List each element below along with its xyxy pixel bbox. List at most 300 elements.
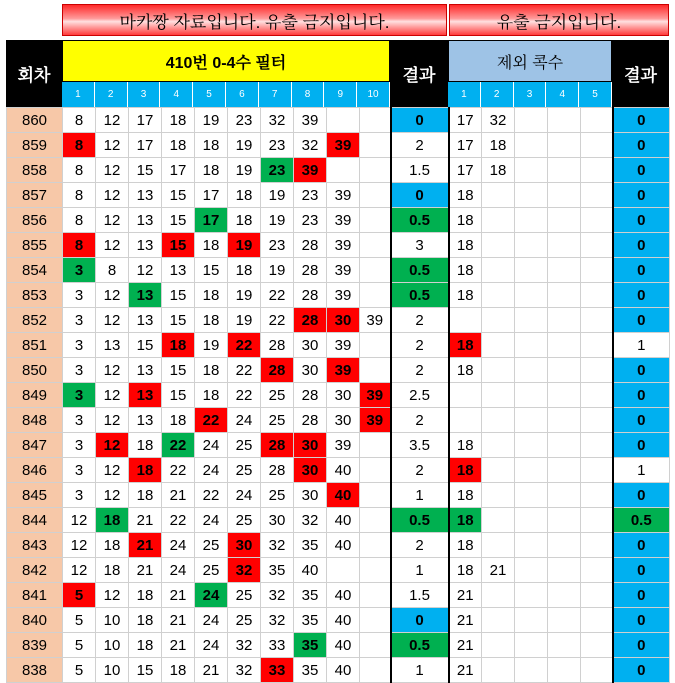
filter-number-cell: 13 xyxy=(129,208,162,233)
exclude-number-cell: 18 xyxy=(449,483,482,508)
exclude-number-cell xyxy=(449,408,482,433)
filter-number-cell: 28 xyxy=(294,258,327,283)
filter-number-cell: 28 xyxy=(294,283,327,308)
filter-number-cell: 22 xyxy=(261,283,294,308)
exclude-number-cell xyxy=(482,383,515,408)
draw-number-cell: 855 xyxy=(7,233,63,258)
exclude-number-cell xyxy=(548,258,581,283)
exclude-number-cell: 17 xyxy=(449,108,482,133)
filter-number-cell: 24 xyxy=(195,583,228,608)
filter-number-cell: 19 xyxy=(228,233,261,258)
exclude-number-cell xyxy=(548,583,581,608)
filter-number-cell: 28 xyxy=(294,308,327,333)
filter-number-cell: 17 xyxy=(162,158,195,183)
header-result-2: 결과 xyxy=(612,40,669,107)
draw-number-cell: 856 xyxy=(7,208,63,233)
exclude-number-cell xyxy=(548,383,581,408)
filter-number-cell: 12 xyxy=(63,533,96,558)
exclude-number-cell xyxy=(515,408,548,433)
exclude-number-cell: 32 xyxy=(482,108,515,133)
filter-number-cell: 22 xyxy=(228,333,261,358)
filter-number-cell: 15 xyxy=(129,333,162,358)
result-2-cell: 0 xyxy=(613,283,670,308)
filter-number-cell: 32 xyxy=(228,658,261,683)
filter-number-cell: 19 xyxy=(228,133,261,158)
table-row xyxy=(7,183,670,208)
draw-number-cell: 843 xyxy=(7,533,63,558)
exclude-number-cell xyxy=(581,258,613,283)
filter-number-cell: 25 xyxy=(261,408,294,433)
exclude-number-cell xyxy=(482,358,515,383)
result-2-cell: 0 xyxy=(613,658,670,683)
filter-number-cell: 25 xyxy=(261,483,294,508)
draw-number-cell: 844 xyxy=(7,508,63,533)
exclude-number-cell xyxy=(515,258,548,283)
exclude-number-cell xyxy=(581,183,613,208)
banner-left: 마카짱 자료입니다. 유출 금지입니다. xyxy=(62,4,447,36)
filter-number-cell: 12 xyxy=(96,408,129,433)
filter-number-cell: 28 xyxy=(261,358,294,383)
exclude-number-cell xyxy=(482,208,515,233)
filter-number-cell: 18 xyxy=(96,533,129,558)
filter-number-cell: 19 xyxy=(261,208,294,233)
filter-number-cell: 8 xyxy=(63,233,96,258)
filter-number-cell: 12 xyxy=(96,283,129,308)
exclude-number-cell xyxy=(482,408,515,433)
result-cell: 2 xyxy=(391,333,449,358)
filter-number-cell: 24 xyxy=(195,458,228,483)
exclude-number-cell xyxy=(548,158,581,183)
result-2-cell: 0 xyxy=(613,608,670,633)
draw-number-cell: 845 xyxy=(7,483,63,508)
filter-number-cell xyxy=(360,558,391,583)
result-cell: 1.5 xyxy=(391,583,449,608)
exclude-number-cell xyxy=(515,208,548,233)
filter-number-cell: 10 xyxy=(96,658,129,683)
filter-number-cell: 10 xyxy=(96,633,129,658)
exclude-number-cell xyxy=(548,458,581,483)
result-cell: 0.5 xyxy=(391,508,449,533)
filter-number-cell: 3 xyxy=(63,433,96,458)
exclude-number-cell xyxy=(482,483,515,508)
filter-number-cell: 30 xyxy=(294,433,327,458)
filter-number-cell: 13 xyxy=(129,183,162,208)
result-2-cell: 0 xyxy=(613,633,670,658)
header-filter: 410번 0-4수 필터 xyxy=(62,40,390,82)
filter-number-cell: 23 xyxy=(261,158,294,183)
table-row xyxy=(7,483,670,508)
filter-number-cell: 39 xyxy=(327,333,360,358)
filter-number-cell: 18 xyxy=(162,333,195,358)
filter-number-cell xyxy=(360,208,391,233)
result-2-cell: 0 xyxy=(613,558,670,583)
table-row xyxy=(7,658,670,683)
filter-number-cell: 21 xyxy=(162,583,195,608)
filter-number-cell: 40 xyxy=(327,508,360,533)
exclude-col-number-5: 5 xyxy=(579,82,612,107)
exclude-number-cell xyxy=(548,358,581,383)
filter-number-cell: 28 xyxy=(261,333,294,358)
filter-number-cell: 32 xyxy=(294,133,327,158)
filter-number-cell: 22 xyxy=(195,483,228,508)
filter-number-cell: 18 xyxy=(162,408,195,433)
filter-number-cell: 39 xyxy=(327,283,360,308)
exclude-number-cell xyxy=(581,433,613,458)
exclude-number-cell: 18 xyxy=(449,508,482,533)
filter-number-cell: 39 xyxy=(294,158,327,183)
filter-number-cell xyxy=(360,633,391,658)
filter-number-cell xyxy=(360,133,391,158)
exclude-number-cell xyxy=(515,533,548,558)
exclude-number-cell xyxy=(581,383,613,408)
exclude-number-cell xyxy=(449,383,482,408)
exclude-number-cell xyxy=(515,283,548,308)
filter-col-number-2: 2 xyxy=(95,82,128,107)
filter-number-cell: 8 xyxy=(63,208,96,233)
filter-number-cell: 30 xyxy=(327,308,360,333)
filter-number-cell: 24 xyxy=(195,608,228,633)
filter-number-cell xyxy=(360,258,391,283)
filter-number-cell: 18 xyxy=(195,383,228,408)
draw-number-cell: 848 xyxy=(7,408,63,433)
exclude-number-cell: 21 xyxy=(449,583,482,608)
filter-col-number-6: 6 xyxy=(226,82,259,107)
draw-number-cell: 852 xyxy=(7,308,63,333)
table-row xyxy=(7,608,670,633)
exclude-number-cell xyxy=(482,333,515,358)
filter-number-cell xyxy=(360,483,391,508)
filter-number-cell xyxy=(360,358,391,383)
filter-number-cell: 22 xyxy=(162,433,195,458)
table-row xyxy=(7,133,670,158)
result-2-cell: 0 xyxy=(613,358,670,383)
table-row xyxy=(7,233,670,258)
filter-number-cell: 40 xyxy=(327,608,360,633)
filter-number-cell: 17 xyxy=(195,183,228,208)
result-cell: 2.5 xyxy=(391,383,449,408)
exclude-number-cell xyxy=(515,233,548,258)
exclude-number-cell xyxy=(515,658,548,683)
table-row xyxy=(7,208,670,233)
filter-number-cell: 13 xyxy=(129,408,162,433)
result-2-cell: 0 xyxy=(613,408,670,433)
filter-number-cell: 15 xyxy=(162,208,195,233)
filter-number-cell: 8 xyxy=(63,133,96,158)
exclude-number-cell xyxy=(548,433,581,458)
filter-number-cell: 13 xyxy=(162,258,195,283)
exclude-number-cell xyxy=(548,608,581,633)
filter-number-cell: 19 xyxy=(228,308,261,333)
filter-number-cell: 12 xyxy=(96,158,129,183)
exclude-number-cell: 18 xyxy=(449,258,482,283)
draw-number-cell: 859 xyxy=(7,133,63,158)
filter-number-cell: 15 xyxy=(129,658,162,683)
filter-number-cell: 21 xyxy=(129,533,162,558)
result-2-cell: 0 xyxy=(613,483,670,508)
filter-number-cell: 28 xyxy=(261,458,294,483)
filter-number-cell: 13 xyxy=(129,383,162,408)
filter-number-cell: 17 xyxy=(195,208,228,233)
exclude-number-cell: 21 xyxy=(449,658,482,683)
filter-number-cell: 18 xyxy=(129,583,162,608)
filter-number-cell: 13 xyxy=(129,308,162,333)
exclude-number-cell xyxy=(548,508,581,533)
exclude-number-cell xyxy=(548,233,581,258)
filter-number-cell: 30 xyxy=(228,533,261,558)
table-row xyxy=(7,383,670,408)
filter-number-cell: 32 xyxy=(228,633,261,658)
result-cell: 2 xyxy=(391,308,449,333)
exclude-number-cell xyxy=(581,533,613,558)
filter-number-cell: 18 xyxy=(195,133,228,158)
result-2-cell: 0 xyxy=(613,183,670,208)
exclude-number-cell: 18 xyxy=(482,158,515,183)
filter-number-cell: 25 xyxy=(195,558,228,583)
exclude-number-cell xyxy=(548,283,581,308)
exclude-number-cell xyxy=(515,183,548,208)
filter-number-cell: 39 xyxy=(327,358,360,383)
filter-number-cell: 12 xyxy=(63,508,96,533)
draw-number-cell: 846 xyxy=(7,458,63,483)
filter-number-cell: 17 xyxy=(129,133,162,158)
filter-number-cell: 5 xyxy=(63,583,96,608)
exclude-number-cell xyxy=(515,558,548,583)
exclude-col-number-2: 2 xyxy=(481,82,514,107)
exclude-number-cell xyxy=(482,533,515,558)
exclude-number-cell: 18 xyxy=(449,183,482,208)
exclude-number-cell xyxy=(581,583,613,608)
exclude-number-cell xyxy=(581,108,613,133)
filter-number-cell: 5 xyxy=(63,608,96,633)
filter-number-cell: 40 xyxy=(327,658,360,683)
filter-number-cell: 25 xyxy=(261,383,294,408)
filter-number-cell: 35 xyxy=(294,533,327,558)
filter-number-cell xyxy=(327,158,360,183)
result-2-cell: 0 xyxy=(613,533,670,558)
table-row xyxy=(7,433,670,458)
exclude-number-cell xyxy=(581,308,613,333)
filter-number-cell: 32 xyxy=(261,608,294,633)
filter-number-cell: 18 xyxy=(129,608,162,633)
filter-number-cell: 21 xyxy=(195,658,228,683)
exclude-number-cell xyxy=(482,658,515,683)
filter-number-cell: 18 xyxy=(195,158,228,183)
filter-number-cell xyxy=(360,583,391,608)
filter-number-cell: 12 xyxy=(63,558,96,583)
result-2-cell: 0.5 xyxy=(613,508,670,533)
result-cell: 0.5 xyxy=(391,258,449,283)
filter-number-cell: 3 xyxy=(63,258,96,283)
filter-number-cell: 24 xyxy=(228,483,261,508)
filter-number-cell: 30 xyxy=(261,508,294,533)
result-2-cell: 0 xyxy=(613,133,670,158)
result-cell: 1 xyxy=(391,483,449,508)
exclude-number-cell: 21 xyxy=(482,558,515,583)
filter-number-cell: 15 xyxy=(195,258,228,283)
filter-number-cell: 12 xyxy=(96,208,129,233)
draw-number-cell: 839 xyxy=(7,633,63,658)
filter-number-cell: 25 xyxy=(195,533,228,558)
exclude-number-cell xyxy=(548,208,581,233)
filter-number-cell: 12 xyxy=(96,308,129,333)
filter-number-cell: 23 xyxy=(294,183,327,208)
exclude-number-cell xyxy=(548,533,581,558)
filter-number-cell: 39 xyxy=(360,408,391,433)
filter-number-cell: 25 xyxy=(228,608,261,633)
filter-number-cell: 39 xyxy=(327,208,360,233)
filter-number-cell: 8 xyxy=(63,183,96,208)
exclude-number-cell xyxy=(515,458,548,483)
filter-number-cell: 3 xyxy=(63,483,96,508)
exclude-number-cell xyxy=(482,258,515,283)
exclude-number-cell xyxy=(515,608,548,633)
table-row xyxy=(7,158,670,183)
filter-col-number-9: 9 xyxy=(324,82,357,107)
filter-number-cell: 18 xyxy=(129,483,162,508)
exclude-number-cell xyxy=(581,658,613,683)
exclude-number-cell xyxy=(515,333,548,358)
filter-number-cell: 12 xyxy=(96,108,129,133)
exclude-number-cell xyxy=(515,133,548,158)
filter-number-cell: 8 xyxy=(63,108,96,133)
filter-number-cell: 3 xyxy=(63,458,96,483)
result-2-cell: 0 xyxy=(613,258,670,283)
filter-number-cell: 23 xyxy=(228,108,261,133)
filter-number-cell: 39 xyxy=(360,308,391,333)
filter-number-cell: 23 xyxy=(261,133,294,158)
filter-col-number-8: 8 xyxy=(292,82,325,107)
exclude-number-cell xyxy=(482,583,515,608)
filter-number-cell: 24 xyxy=(228,408,261,433)
filter-number-cell: 25 xyxy=(228,508,261,533)
filter-number-cell: 5 xyxy=(63,658,96,683)
exclude-number-cell xyxy=(482,308,515,333)
filter-number-cell: 18 xyxy=(129,633,162,658)
filter-col-number-10: 10 xyxy=(357,82,390,107)
filter-number-cell: 30 xyxy=(327,383,360,408)
results-table xyxy=(6,107,670,683)
result-cell: 1 xyxy=(391,558,449,583)
exclude-number-cell xyxy=(581,358,613,383)
filter-number-cell: 12 xyxy=(96,433,129,458)
exclude-number-cell xyxy=(548,308,581,333)
filter-number-cell: 3 xyxy=(63,383,96,408)
exclude-number-cell xyxy=(548,483,581,508)
filter-number-cell: 22 xyxy=(261,308,294,333)
filter-number-cell: 28 xyxy=(294,408,327,433)
filter-number-cell: 17 xyxy=(129,108,162,133)
exclude-number-cell xyxy=(548,183,581,208)
filter-number-cell: 25 xyxy=(228,583,261,608)
exclude-number-cell xyxy=(581,133,613,158)
exclude-number-cell xyxy=(581,208,613,233)
filter-number-cell xyxy=(360,533,391,558)
filter-col-number-1: 1 xyxy=(62,82,95,107)
filter-number-cell: 22 xyxy=(162,508,195,533)
filter-number-cell: 39 xyxy=(327,133,360,158)
exclude-number-cell: 17 xyxy=(449,133,482,158)
filter-number-cell: 12 xyxy=(96,383,129,408)
exclude-number-cell xyxy=(449,308,482,333)
exclude-number-cell xyxy=(581,508,613,533)
exclude-column-numbers xyxy=(448,82,612,107)
filter-number-cell: 32 xyxy=(261,108,294,133)
filter-number-cell: 24 xyxy=(162,558,195,583)
filter-number-cell: 3 xyxy=(63,283,96,308)
filter-number-cell: 8 xyxy=(96,258,129,283)
exclude-number-cell xyxy=(548,108,581,133)
table-row xyxy=(7,558,670,583)
filter-number-cell: 19 xyxy=(195,108,228,133)
filter-number-cell xyxy=(360,108,391,133)
filter-number-cell: 12 xyxy=(96,133,129,158)
filter-number-cell: 18 xyxy=(162,133,195,158)
filter-number-cell: 19 xyxy=(228,283,261,308)
filter-number-cell: 15 xyxy=(162,308,195,333)
filter-number-cell: 35 xyxy=(294,608,327,633)
result-cell: 0.5 xyxy=(391,208,449,233)
exclude-number-cell xyxy=(581,483,613,508)
filter-number-cell: 18 xyxy=(96,558,129,583)
result-2-cell: 0 xyxy=(613,233,670,258)
exclude-number-cell xyxy=(581,633,613,658)
draw-number-cell: 842 xyxy=(7,558,63,583)
result-2-cell: 0 xyxy=(613,308,670,333)
filter-number-cell: 39 xyxy=(327,233,360,258)
exclude-number-cell xyxy=(482,458,515,483)
filter-col-number-7: 7 xyxy=(259,82,292,107)
filter-number-cell: 12 xyxy=(96,183,129,208)
draw-number-cell: 860 xyxy=(7,108,63,133)
filter-number-cell: 35 xyxy=(294,583,327,608)
filter-number-cell: 21 xyxy=(129,558,162,583)
exclude-number-cell xyxy=(482,283,515,308)
filter-number-cell: 15 xyxy=(162,383,195,408)
exclude-number-cell xyxy=(548,658,581,683)
filter-number-cell: 24 xyxy=(195,633,228,658)
exclude-number-cell xyxy=(515,483,548,508)
filter-number-cell: 33 xyxy=(261,633,294,658)
filter-number-cell: 18 xyxy=(162,108,195,133)
filter-number-cell: 30 xyxy=(327,408,360,433)
filter-number-cell: 24 xyxy=(195,508,228,533)
result-cell: 0 xyxy=(391,608,449,633)
filter-number-cell: 39 xyxy=(327,433,360,458)
filter-number-cell: 28 xyxy=(261,433,294,458)
filter-number-cell: 25 xyxy=(228,458,261,483)
exclude-number-cell xyxy=(515,158,548,183)
result-cell: 3 xyxy=(391,233,449,258)
filter-number-cell: 28 xyxy=(294,383,327,408)
filter-number-cell: 30 xyxy=(294,333,327,358)
filter-number-cell: 15 xyxy=(162,233,195,258)
filter-number-cell: 32 xyxy=(261,583,294,608)
filter-number-cell: 18 xyxy=(195,358,228,383)
filter-number-cell: 32 xyxy=(261,533,294,558)
result-cell: 1.5 xyxy=(391,158,449,183)
result-cell: 3.5 xyxy=(391,433,449,458)
exclude-number-cell: 18 xyxy=(449,433,482,458)
table-row xyxy=(7,333,670,358)
filter-number-cell: 18 xyxy=(162,658,195,683)
exclude-number-cell: 18 xyxy=(449,533,482,558)
result-cell: 2 xyxy=(391,458,449,483)
filter-number-cell: 18 xyxy=(129,433,162,458)
result-2-cell: 0 xyxy=(613,583,670,608)
exclude-number-cell xyxy=(482,633,515,658)
filter-col-number-3: 3 xyxy=(128,82,161,107)
filter-number-cell: 23 xyxy=(261,233,294,258)
